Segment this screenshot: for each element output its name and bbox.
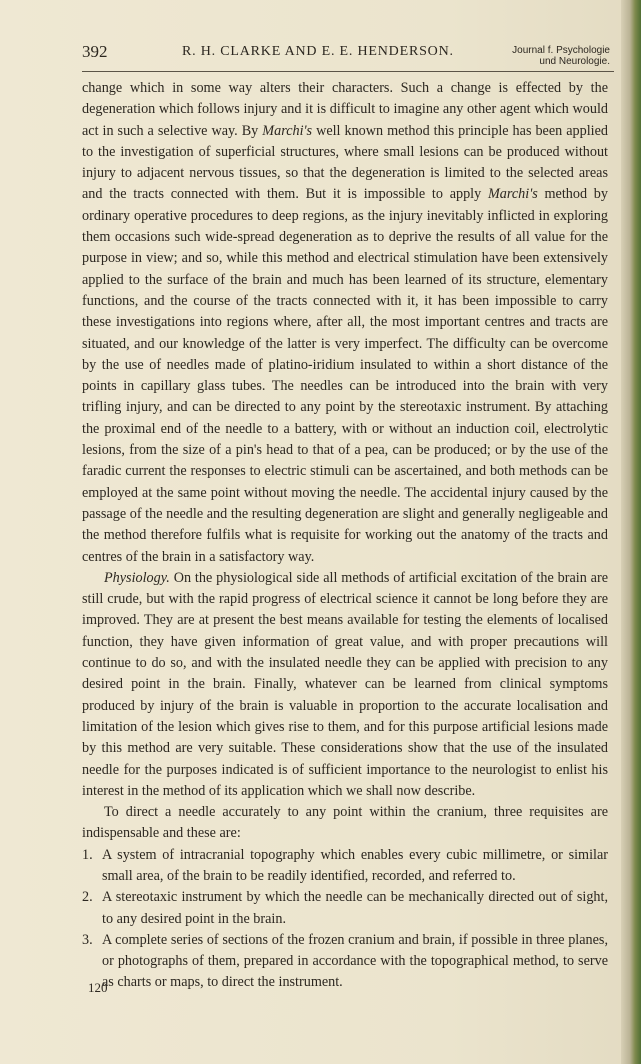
section-heading: Physiology. [104,569,170,586]
list-text: A complete series of sections of the frozen cranium and brain, if possible in three planes, or photographs of them, prepared in accordance with the topographical method, to serve as charts or maps, to direct the instrument. [102,931,608,991]
page-header [82,42,620,72]
page-number: 392 [82,42,108,61]
paragraph-requisites: To direct a needle accurately to any point within the cranium, three requisites are indispensable and these are: [82,804,608,842]
signature-mark: 120 [88,980,108,995]
list-item [82,845,608,888]
list-number: 2. [82,889,93,906]
paragraph-1: change which in some way alters their characters. Such a change is effected by the degeneration which follows injury and it is difficult to imagine any other agent which would act in such a selective way. By Marchi's well known method this principle has been applied to the investigation of superficial structures, where small lesions can be produced without injury to adjacent nervous tissues, so that the degeneration is limited to the selected areas and the tracts connected with them. But it is impossible to apply Marchi's method by ordinary operative procedures to deep regions, as the injury inevitably inflicted in exploring them occasions such wide-spread degeneration as to deprive the results of all value for the purpose in view; and so, while this method and electrical stimulation have been extensively applied to the surface of the brain and much has been learned of its structure, elementary functions, and the course of the tracts connected with it, it has been impossible to carry these investigations into regions where, after all, the most important centres and tracts are situated, and our knowledge of the latter is very imperfect. The difficulty can be overcome by the use of needles made of platino-iridium insulated to within a short distance of the points in capillary glass tubes. The needles can be introduced into the brain with very trifling injury, and can be directed to any point by the stereotaxic instrument. By attaching the proximal end of the needle to a battery, with or without an induction coil, electrolytic lesions, from the size of a pin's head to that of a pea, can be produced; or by the use of the faradic current the responses to electric stimuli can be ascertained, and both methods can be employed at the same point without moving the needle. The accidental injury caused by the passage of the needle and the resulting degeneration are slight and generally negligeable and the method therefore fulfils what is requisite for working out the anatomy of the tracts and centres of the brain in a satisfactory way. [82,80,608,565]
author-ref: Marchi's [487,186,538,203]
list-number: 3. [82,931,93,948]
running-head: R. H. CLARKE AND E. E. HENDERSON. [182,44,454,59]
list-text: A system of intracranial topography which enables every cubic millimetre, or similar small area, of the brain to be readily identified, recorded, and referred to. [102,846,608,884]
list-number: 1. [82,846,93,863]
header-rule [82,71,614,72]
article-body [82,78,608,994]
journal-name [512,45,610,67]
list-item [82,930,608,994]
journal-name-line1: Journal f. Psychologie [512,45,610,56]
requisites-list [82,845,608,994]
paragraph-physiology: Physiology. On the physiological side all methods of artificial excitation of the brain are still crude, but with the rapid progress of electrical science it cannot be long before they are improved. They are at present the best means available for testing the elements of localised function, they have given information of great value, and with proper precautions will continue to do so, and with the insulated needle they can be applied with precision to any desired point in the brain. Finally, whatever can be learned from clinical symptoms produced by injury of the brain is valuable in proportion to the accurate localisation and limitation of the lesion which gives rise to them, and for this purpose artificial lesions made by this method are very suitable. These considerations show that the use of the insulated needle for the purposes indicated is of sufficient importance to the neurologist to enlist his interest in the method of its application which we shall now describe. [82,569,608,799]
journal-name-line2: und Neurologie. [539,56,610,67]
author-ref: Marchi's [262,122,313,139]
list-item [82,887,608,930]
book-edge [621,0,641,1064]
list-text: A stereotaxic instrument by which the needle can be mechanically directed out of sight, to any desired point in the brain. [102,889,608,927]
